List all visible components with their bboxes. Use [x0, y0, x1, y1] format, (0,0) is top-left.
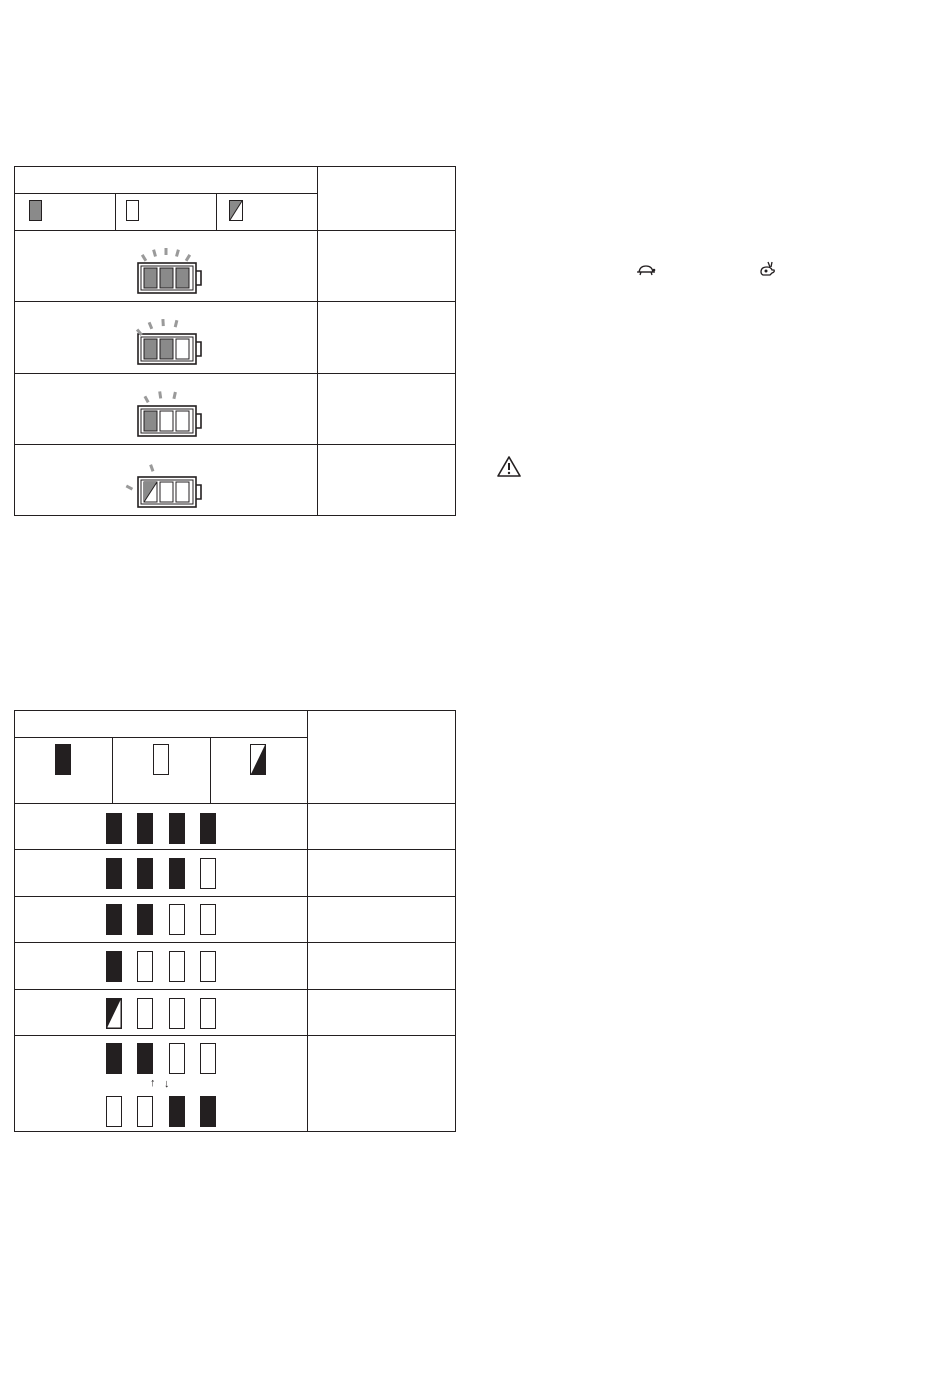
- legend-divider: [210, 737, 211, 803]
- lamp-on-icon: [106, 951, 122, 982]
- light-ray: [149, 322, 152, 329]
- lamp-on-icon: [106, 813, 122, 844]
- lamp-on-icon: [200, 813, 216, 844]
- battery-segment-lit: [176, 268, 189, 288]
- lamp-on-icon: [137, 904, 153, 935]
- row-divider: [14, 301, 456, 302]
- lamp-on-icon: [137, 813, 153, 844]
- light-ray: [186, 255, 190, 261]
- battery-level-icon: [110, 230, 230, 300]
- lamp-off-icon: [153, 744, 169, 775]
- lamp-off-icon: [169, 904, 185, 935]
- light-ray: [151, 465, 153, 472]
- light-ray: [142, 255, 146, 261]
- lamp-off-icon: [200, 858, 216, 889]
- row-divider: [14, 444, 456, 445]
- light-ray: [177, 250, 179, 257]
- battery-segment-off: [176, 339, 189, 359]
- column-divider: [307, 710, 308, 1132]
- light-ray: [154, 250, 156, 257]
- light-ray: [126, 486, 132, 489]
- battery-segment-lit: [160, 268, 173, 288]
- turtle-icon: [636, 264, 656, 276]
- header-bottom: [14, 803, 456, 804]
- header-bottom: [14, 230, 456, 231]
- battery-segment-off: [160, 482, 173, 502]
- lamp-on-icon: [200, 1096, 216, 1127]
- lamp-on-icon: [106, 1043, 122, 1074]
- lamp-blinking-icon: [250, 744, 266, 775]
- battery-segment-lit: [144, 411, 157, 431]
- lamp-blinking-icon: [106, 998, 122, 1029]
- row-divider: [14, 1035, 456, 1036]
- lamp-off-icon: [169, 951, 185, 982]
- header-divider: [14, 737, 307, 738]
- light-ray: [174, 392, 176, 399]
- battery-level-icon: [110, 373, 230, 443]
- battery-segment-lit: [144, 339, 157, 359]
- row-divider: [14, 989, 456, 990]
- light-ray: [145, 396, 148, 402]
- lamp-on-icon: [169, 813, 185, 844]
- legend-divider: [115, 193, 116, 230]
- battery-level-icon: [110, 301, 230, 371]
- legend-divider: [216, 193, 217, 230]
- battery-segment-off: [176, 411, 189, 431]
- warning-icon: [496, 455, 522, 478]
- legend-divider: [112, 737, 113, 803]
- lamp-on-icon: [137, 858, 153, 889]
- lamp-off-icon: [137, 951, 153, 982]
- row-divider: [14, 849, 456, 850]
- lamp-on-icon: [137, 1043, 153, 1074]
- lamp-lit-gray-icon: [29, 200, 42, 221]
- battery-segment-off: [176, 482, 189, 502]
- lamp-off-icon: [200, 904, 216, 935]
- arrow-down-icon: ↓: [164, 1078, 170, 1090]
- lamp-off-icon: [137, 998, 153, 1029]
- battery-segment-off: [160, 411, 173, 431]
- lamp-off-icon: [200, 951, 216, 982]
- header-divider: [14, 193, 317, 194]
- lamp-off-icon: [169, 998, 185, 1029]
- lamp-on-icon: [106, 904, 122, 935]
- lamp-on-icon: [169, 1096, 185, 1127]
- battery-level-icon: [110, 444, 230, 514]
- lamp-on-black-icon: [55, 744, 71, 775]
- lamp-off-icon: [137, 1096, 153, 1127]
- row-divider: [14, 896, 456, 897]
- rabbit-icon: [758, 261, 776, 277]
- lamp-off-icon: [106, 1096, 122, 1127]
- arrow-up-icon: ↑: [150, 1077, 156, 1089]
- lamp-off-icon: [200, 998, 216, 1029]
- row-divider: [14, 373, 456, 374]
- column-divider: [317, 166, 318, 516]
- battery-segment-lit: [144, 268, 157, 288]
- lamp-off-icon: [169, 1043, 185, 1074]
- lamp-blinking-icon: [229, 200, 243, 221]
- light-ray: [160, 391, 161, 398]
- battery-segment-lit: [160, 339, 173, 359]
- light-ray: [175, 320, 177, 327]
- lamp-on-icon: [169, 858, 185, 889]
- lamp-off-icon: [126, 200, 139, 221]
- row-divider: [14, 942, 456, 943]
- table-frame: [14, 710, 456, 1132]
- lamp-off-icon: [200, 1043, 216, 1074]
- lamp-on-icon: [106, 858, 122, 889]
